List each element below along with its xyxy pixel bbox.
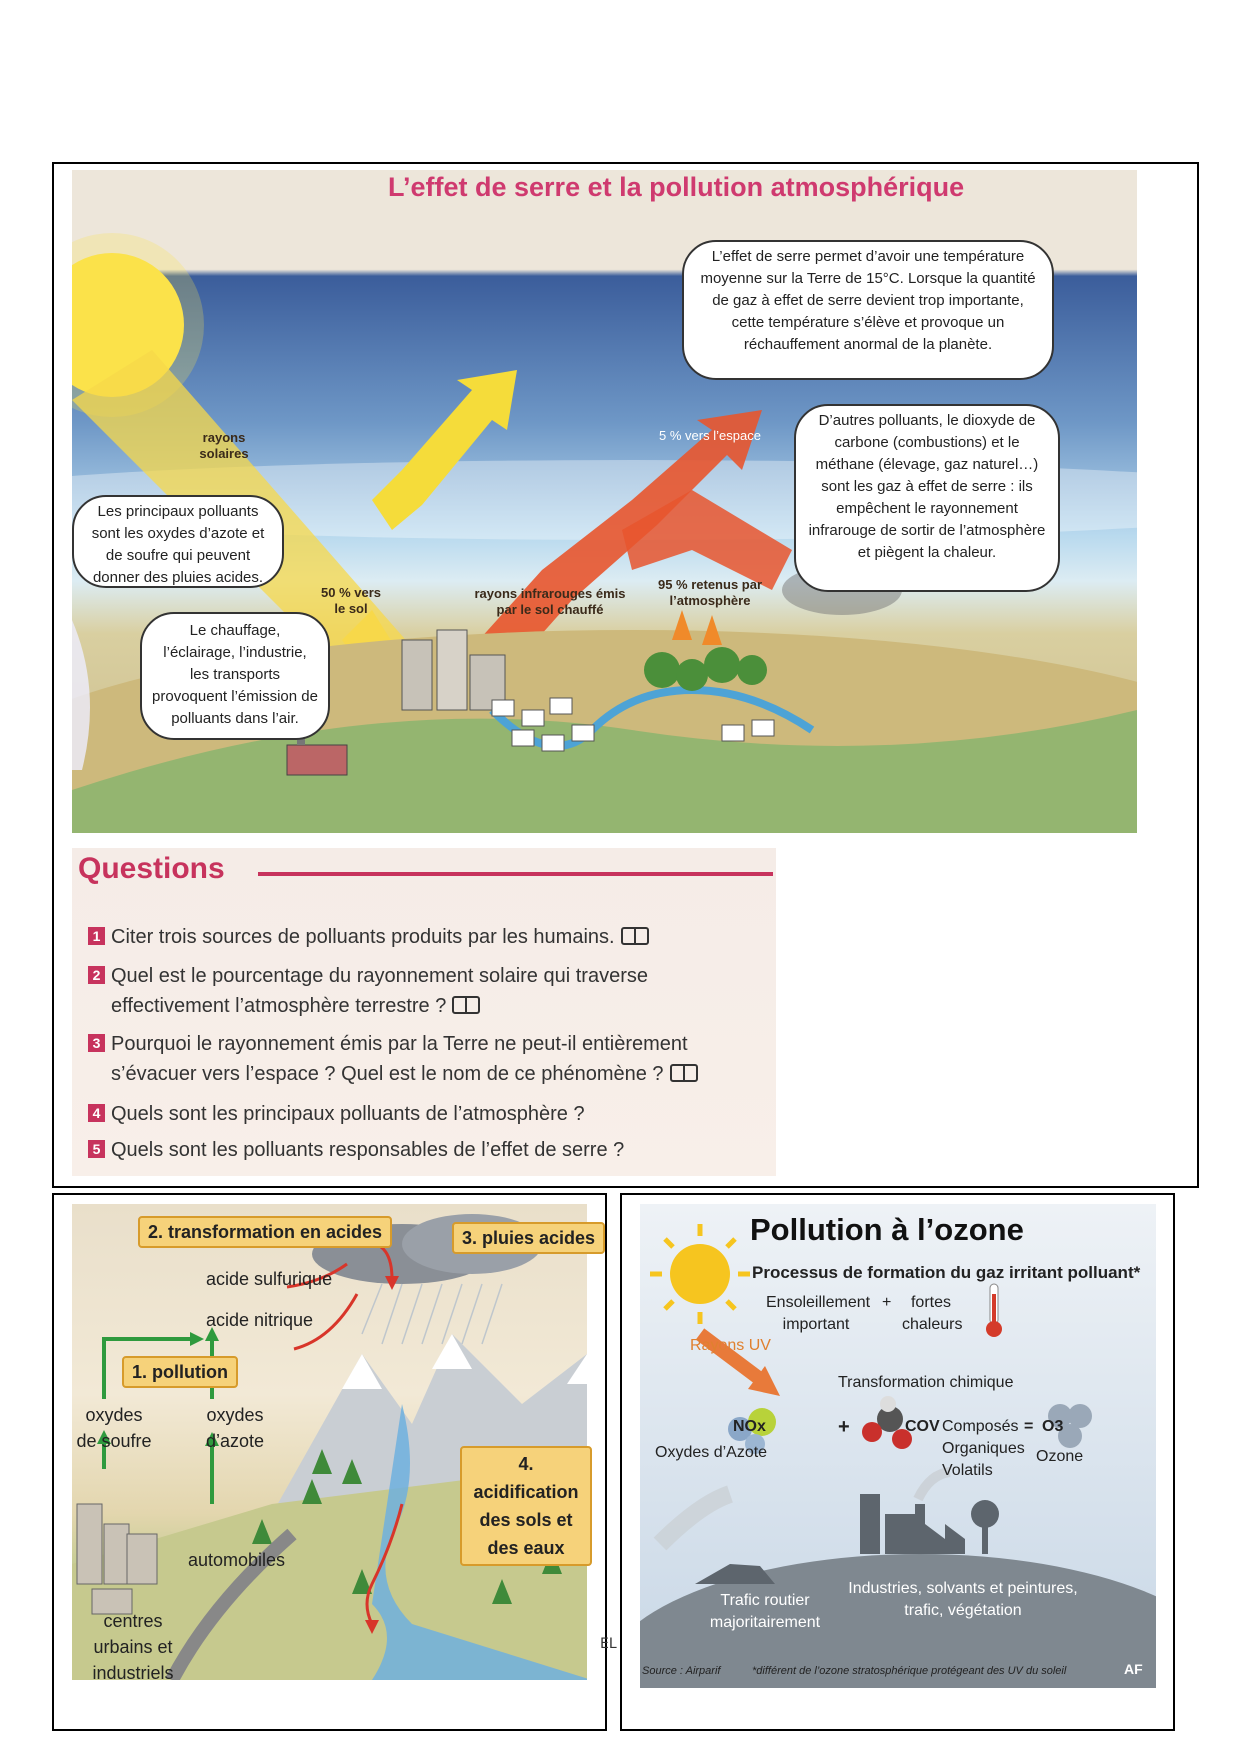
sulfur-oxides-label: oxydes de soufre (76, 1405, 152, 1451)
question-text-line2: s’évacuer vers l’espace ? Quel est le nom de ce phénomène ? (111, 1063, 664, 1085)
cov-label: COV (905, 1418, 940, 1435)
car-icon (695, 1564, 775, 1584)
question-number: 2 (88, 966, 105, 984)
step-1-tag: 1. pollution (122, 1356, 238, 1388)
co2-bubble: D’autres polluants, le dioxyde de carbone (combustions) et le méthane (élevage, gaz naturel…) sont les gaz à effet de serre : ils empêchent le rayonnement infrarouge de sortir de l’atmosphère et piègent la chaleur. (794, 404, 1060, 592)
source-label: Source : Airparif (642, 1665, 721, 1677)
question-text-line2: effectivement l’atmosphère terrestre ? (111, 995, 447, 1017)
ozone-word-label: Ozone (1036, 1448, 1084, 1465)
cov-full-label: Composés Organiques Volatils (942, 1418, 1025, 1479)
question-text: Quels sont les polluants responsables de l’effet de serre ? (111, 1139, 625, 1161)
urban-label: centres urbains et industriels (92, 1611, 174, 1683)
question-text: Pourquoi le rayonnement émis par la Terre ne peut-il entièrement (111, 1033, 688, 1055)
sunshine-label: Ensoleillement important (766, 1294, 871, 1333)
sun-icon (650, 1224, 750, 1324)
nox-label: NOx (733, 1418, 766, 1435)
question-text: Quel est le pourcentage du rayonnement solaire qui traverse (111, 965, 648, 987)
question-3 (88, 1029, 698, 1089)
plus-sign-2: + (838, 1416, 850, 1438)
heat-label: fortes chaleurs (902, 1294, 963, 1333)
step-3-tag: 3. pluies acides (452, 1222, 605, 1254)
nitric-acid-label: acide nitrique (206, 1310, 314, 1330)
transformation-label: Transformation chimique (838, 1374, 1014, 1391)
equals-sign: = (1024, 1418, 1034, 1435)
questions-rule (258, 872, 773, 876)
book-icon (621, 927, 649, 945)
pollutants-bubble: Les principaux polluants sont les oxydes d’azote et de soufre qui peuvent donner des pluies acides. (72, 495, 284, 588)
sources-bubble: Le chauffage, l’éclairage, l’industrie, les transports provoquent l’émission de polluants dans l’air. (140, 612, 330, 740)
question-text: Citer trois sources de polluants produits par les humains. (111, 926, 615, 948)
label-space: 5 % vers l’espace (659, 428, 761, 443)
questions-heading: Questions (78, 852, 225, 885)
uv-label: Rayons UV (690, 1337, 771, 1354)
factory-icon (287, 745, 347, 775)
industries-label: Industries, solvants et peintures, trafic, végétation (848, 1580, 1078, 1619)
cars-label: automobiles (188, 1550, 286, 1570)
plus-sign: + (882, 1294, 892, 1311)
label-ground: 50 % vers le sol (321, 585, 381, 616)
question-4 (88, 1099, 585, 1129)
question-text: Quels sont les principaux polluants de l’atmosphère ? (111, 1103, 585, 1125)
ozone-subtitle: Processus de formation du gaz irritant polluant* (752, 1263, 1141, 1282)
sulfuric-acid-label: acide sulfurique (206, 1269, 333, 1289)
question-5 (88, 1135, 624, 1165)
ozone-title: Pollution à l’ozone (750, 1212, 1024, 1247)
footnote-label: *différent de l’ozone stratosphérique protégeant des UV du soleil (752, 1665, 1067, 1677)
question-number: 3 (88, 1034, 105, 1052)
page-title: L’effet de serre et la pollution atmosphérique (388, 172, 965, 202)
question-number: 1 (88, 927, 105, 945)
label-infrared: rayons infrarouges émis par le sol chauffé (474, 586, 626, 617)
nitrogen-oxides-label: oxydes d’azote (205, 1405, 265, 1451)
step-4-tag: 4. acidification des sols et des eaux (460, 1446, 592, 1566)
label-retained: 95 % retenus par l’atmosphère (657, 577, 763, 608)
book-icon (452, 996, 480, 1014)
o3-label: O3 (1042, 1418, 1064, 1435)
question-number: 5 (88, 1140, 105, 1158)
greenhouse-bubble: L’effet de serre permet d’avoir une température moyenne sur la Terre de 15°C. Lorsque la quantité de gaz à effet de serre devient trop importante, cette température s’élève et provoque un réchauffement anormal de la planète. (682, 240, 1054, 380)
factory-icon (860, 1494, 999, 1554)
label-sun-rays: rayons solaires (199, 430, 249, 461)
step-2-tag: 2. transformation en acides (138, 1216, 392, 1248)
book-icon (670, 1064, 698, 1082)
traffic-label: Trafic routier majoritairement (709, 1592, 821, 1631)
footer-mark: EL (600, 1636, 617, 1652)
question-2 (88, 961, 648, 1021)
logo-afp: AF (1124, 1661, 1143, 1677)
nox-full-label: Oxydes d’Azote (655, 1444, 768, 1461)
question-number: 4 (88, 1104, 105, 1122)
question-1 (88, 922, 649, 952)
